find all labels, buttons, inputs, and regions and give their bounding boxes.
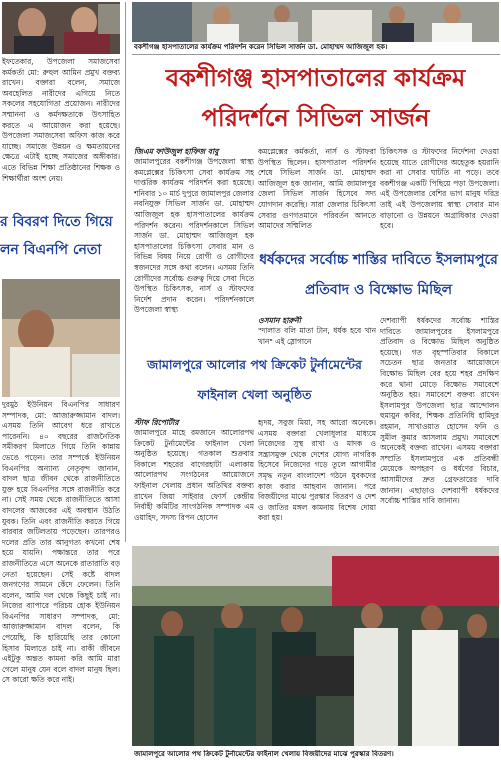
article3-byline: স্টাফ রিপোর্টার: [134, 418, 179, 427]
article2-text: দেশব্যাপী ধর্ষকদের সর্বোচ্চ শাস্তির দাবিতে জামালপুরের ইসলামপুরে প্রতিবাদ ও বিক্ষোভ মিছিল অনুষ্ঠিত হয়েছে। গত বৃহস্পতিবার বিকালে সচেতন ছাত্র জনতার আয়োজনে বিক্ষোভ মিছিল বের হয়ে শহর প্রদক্ষিণ করে থানা মোড়ে বিক্ষোভ সমাবেশে অনুষ্ঠিত হয়। সমাবেশে বক্তব্য রাখেন ইসলামপুর উপজেলা ছাত্র আন্দোলন হুমায়ুন কবির, শিক্ষক প্রতিনিধি হামিদুর রহমান, সাখাওয়াত হোসেন ফনি ও সুমীল কুমার আসলাম প্রমুখ। সমাবেশে অনেকেই বক্তব্য রাখেন। এসময় বক্তারা সম্প্রতি ইসলামপুরে এক প্রতিবন্ধী মেয়েকে অপহরণ ও ধর্ষণের বিচার, আসামীদের দ্রুত গ্রেফতারের দাবি জানান। এছাড়াও দেশব্যাপী ধর্ষকদের সর্বোচ্চ শাস্তির দাবি জানান।: [380, 316, 499, 506]
article3-headline: [132, 350, 377, 416]
main-headline-line1: বকশীগঞ্জ হাসপাতালের কার্যক্রম: [165, 64, 466, 92]
article1-byline: জিএম ফাউজুল হাফিজ বাবু: [134, 147, 219, 156]
article1-column-2: কমপ্লেক্সের কর্মকর্তা, নার্স ও স্টাফরা উপস্থিত ছিলেন। হাসপাতাল পরিদর্শন শেষে সিভিল সার্জন ডা. মোহাম্মদ আজিজুল হক জানান, আমি জামালপুর জেলা সিভিল সার্জন হিসেবে সদ্য যোগদান করেছি। সারা জেলার চিকিৎসা সেবার গুণগতমানে পরিবর্তন আনতে আমাদের সম্মিলিত: [258, 147, 376, 231]
article2-headline: [258, 245, 499, 313]
article2-headline-line1: ধর্ষকদের সর্বোচ্চ শাস্তির দাবিতে ইসলামপুরে: [259, 252, 498, 268]
divider: [132, 54, 500, 55]
article2-intro: "দালাত বলি মাতা টান, ধর্ষক হবে খান খান" এই স্লোগানে: [258, 326, 376, 346]
article1-column-1: জামালপুরের বকশীগঞ্জ উপজেলা স্বাস্থ্য কমপ্লেক্সের চিকিৎসা সেবা কার্যক্রম সহ দাপ্তরিক কার্যক্রম পরিদর্শন করা হয়েছে। শনিবার ১০ মার্চ দুপুরে জামালপুর জেলার নবনিযুক্ত সিভিল সার্জন ডা. মোহাম্মদ আজিজুল হক হাসপাতালের কার্যক্রম পরিদর্শন করেন। পরিদর্শনকালে সিভিল সার্জন ডা. মোহাম্মদ আজিজুল হক হাসপাতালের চিকিৎসা সেবার মান ও বিভিন্ন বিষয় নিয়ে রোগী ও রোগীদের স্বজনদের সঙ্গে কথা বলেন। এসময় তিনি রোগীদের সর্বোচ্চ গুরুত্ব দিয়ে সেবা দিতে উপস্থিত চিকিৎসক, নার্স ও স্টাফদের নির্দেশ প্রদান করেন। পরিদর্শনকালে উপজেলা স্বাস্থ্য: [134, 157, 254, 315]
article3-headline-line2: ফাইনাল খেলা অনুষ্ঠিত: [197, 387, 312, 402]
main-headline: [132, 58, 499, 144]
article1-column-3: চিকিৎসক ও স্টাফদের নির্দেশনা দেওয়া হয়েছে যাতে রোগীদের অহেতুক হয়রানি করা না সেবার ঘাটতি না পড়ে। তবে বকশীগঞ্জ একটি পিছিয়ে পড়া উপজেলা। এই উপজেলার বেশির ভাগ মানুষ দরিদ্র তাই এই উপজেলায় স্বাস্থ্য সেবার মান বাড়ানো ও উন্নয়নে অগ্রাধিকার দেওয়া হবে।: [380, 147, 499, 231]
left-column-top-text: ইফতেকার, উপজেলা সমাজসেবা কর্মকর্তা মো: রুহুল আমিন প্রমুখ বক্তব্য রাখেন। বক্তারা বলেন, সমাজে অবহেলিত নারীদের এগিয়ে নিতে সকলের সহযোগিতা প্রয়োজন। নারীদের সম্মাননা ও কর্মদক্ষতাকে উৎসাহিত করতে এ আয়োজন করা হয়েছে। উপজেলা সমাজসেবা অফিস কাজ করে যাচ্ছে। সমাজে উন্নয়ন ও ক্ষমতায়নের ক্ষেত্রে এটাই হচ্ছে সমাজের অঙ্গীকার। এতে বিভিন্ন শিক্ষা প্রতিষ্ঠানের শিক্ষক ও শিক্ষার্থীরা অংশ নেয়।: [2, 57, 120, 183]
article2-byline: ওসমান হারুনী: [258, 316, 301, 325]
article3-column-2: হৃদয়, সবুজ মিয়া, সহ আরো অনেকে। এসময় বক্তারা খেলাধুলার মাধ্যমে নিজেদের সুস্থ রাখা ও মাদক ও সন্ত্রাসমুক্ত থেকে দেশের যোগ্য নাগরিক হিসেবে নিজেদের গড়ে তুলে আগামীর সমৃদ্ধ নতুন বাংলাদেশ গঠনে যুবকদের কাজ করার আহবান জানান। পরে বিজয়ীদের মাঝে পুরস্কার বিতরণ ও দেশ ও জাতির মঙ্গল কামনায় বিশেষ দোয়া করা হয়।: [258, 418, 376, 523]
bnp-leader-photo: [2, 279, 120, 397]
main-headline-line2: পরিদর্শনে সিভিল সার্জন: [201, 104, 430, 132]
article3-column-1: জামালপুরে মাহে রমজানে আলোরপথ ক্রিকেট টুর্নামেন্টের ফাইনাল খেলা অনুষ্ঠিত হয়েছে। গতকাল শুক্রবার বিকালে শহরের বাগেরহাটা এলাকায় আলোরপথ সংগঠনের আয়োজনে ফাইনাল খেলায় প্রধান অতিথির বক্তব্য রাখেন জিয়া সাইবার ফোর্স কেন্দ্রীয় নির্বাহী কমিটির সাংগঠনিক সম্পাদক এম ওয়াহিদ, সদস্য রিপন হোসেন: [134, 428, 254, 522]
column-divider: [125, 2, 126, 542]
left-teaser-line1: র বিবরণ দিতে গিয়ে: [0, 214, 113, 230]
hospital-visit-photo: [132, 2, 499, 42]
hospital-photo-caption: বকশীগঞ্জ হাসপাতালের কার্যক্রম পরিদর্শন করেন সিভিল সার্জন ডা. মোহাম্মদ আজিজুল হক।: [134, 43, 388, 51]
left-teaser-headline: [0, 208, 123, 276]
cricket-photo-caption: জামালপুরে আলোর পথ ক্রিকেট টুর্নামেন্টের ফাইনাল খেলায় বিজয়ীদের মাঝে পুরস্কার বিতরণ।: [134, 750, 394, 758]
left-teaser-line2: লন বিএনপি নেতা: [0, 242, 102, 258]
cricket-prize-photo: [132, 546, 499, 746]
article3-headline-line1: জামালপুরে আলোর পথ ক্রিকেট টুর্নামেন্টের: [147, 357, 362, 372]
top-left-photo: [2, 2, 120, 54]
left-column-bottom-text: দুরমুঠ ইউনিয়ন বিএনপির সাধারণ সম্পাদক, মো: আজারুজ্জামান বাদল। এসময় তিনি আবেগ ধরে রাখতে পারেননি। ৪০ বছরের রাজনৈতিক সমীকরণ মিলাতে গিয়ে তিনি কান্নায় ভেঙে পড়েন। তার সম্পর্কে ইউনিয়ন বিএনপির অন্যান্য নেতৃবৃন্দ জানান, বাদল ছাত্র জীবন থেকে রাজনীতিতে যুক্ত হয়ে বিএনপির সঙ্গে রাজনীতি করে না। সেই সময় থেকে রাজনীতিতে আসা বাদলের আজকের এই অবস্থান উঠতি যুবক। তিনি এবং রাজনীতি করতে গিয়ে বারবার জটিলতায় পড়েছেন। তারপরও দলের প্রতি তার আনুগত্য কখনো শেষ হয়ে যায়নি। পক্ষান্তরে তার পরে রাজনীতিতে এসে অনেকে রাতারাতি বড় নেতা হয়েছেন। সেই কষ্টে বাদল জনগণের সামনে কেঁদে ফেলেন। তিনি বলেন, আমি দল থেকে কিছুই চাই না। নিজের ব্যাপারে পরিচয় হোক ইউনিয়ন বিএনপির সাধারণ সম্পাদক, মো: আজারুজ্জামান বাদল বলেন, কি পেয়েছি, কি হারিয়েছি তার কোনো হিসাব মিলাতে চাই না। বাকী জীবনে এইটুকু অন্তত কামনা করি আমি মারা গেলে মানুষ যেন বলে বাদল মানুষ ছিল। সে কারো ক্ষতি করে নাই।: [2, 400, 120, 685]
article2-headline-line2: প্রতিবাদ ও বিক্ষোভ মিছিল: [304, 282, 453, 298]
